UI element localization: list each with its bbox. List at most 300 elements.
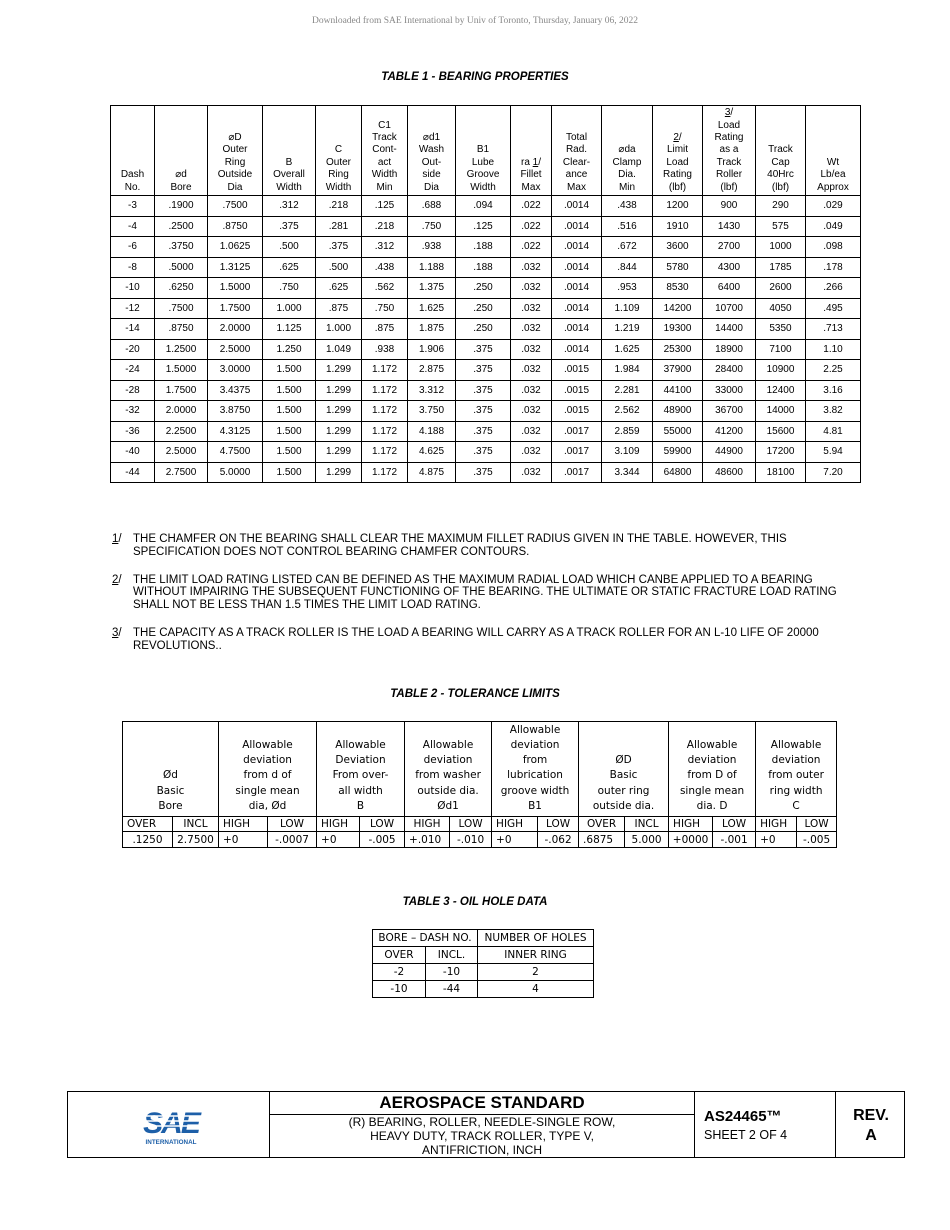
table-cell: 8530 [653,278,703,299]
header-line: 40Hrc [767,169,794,181]
header-line: Lb/ea [820,169,846,181]
table-cell: 28400 [703,360,756,381]
note-ref-2: 2 [673,131,679,143]
header-line: Ring [328,169,349,181]
header-line: Wt [826,156,840,168]
table-cell: 1.172 [362,360,408,381]
header-line: ring width [769,784,823,797]
table-cell: .375 [263,216,316,237]
table-row [111,257,861,278]
col-lube-groove [456,106,511,196]
table-cell: .688 [408,196,456,217]
table-cell: 1.299 [316,360,362,381]
header-line: Dia [423,181,439,193]
revision-cell [836,1092,906,1157]
header-line: Bore [158,799,183,812]
table-cell: .0014 [552,257,602,278]
header-line: Track [372,131,397,143]
table-row [111,462,861,483]
table-cell: 2.859 [602,421,653,442]
header-line: Clamp [612,156,642,168]
table-cell: .713 [806,319,861,340]
header-line: Track [716,156,742,168]
table-cell: .218 [362,216,408,237]
header-line: (lbf) [668,181,687,193]
table-cell: .938 [362,339,408,360]
notes-section [112,533,852,668]
table-cell: .375 [456,462,511,483]
table-cell: .0014 [552,319,602,340]
table-cell: .7500 [155,298,208,319]
header-line: deviation [771,754,821,767]
table-cell: 1.299 [316,421,362,442]
table-cell: .6250 [155,278,208,299]
table-cell: 14400 [703,319,756,340]
table-cell: .032 [511,462,552,483]
table-cell: 4050 [756,298,806,319]
table2-title: TABLE 2 - TOLERANCE LIMITS [390,688,560,700]
header-line: Allowable [422,738,474,751]
table-cell: .049 [806,216,861,237]
header-line: single mean [679,784,745,797]
header-line: act [377,156,392,168]
tolerance-limits-table [122,721,837,848]
header-line: Clear- [562,156,591,168]
table-row [111,339,861,360]
table-row [111,216,861,237]
table-row [111,380,861,401]
table-cell: +0 [756,832,797,848]
table-cell: .375 [456,380,511,401]
table-cell: 5.94 [806,442,861,463]
header-line: Outer [222,144,248,156]
table-row: -2 -10 2 [373,964,594,981]
header-line: Track [768,144,793,156]
table-cell: .5000 [155,257,208,278]
header-line: Width [371,169,398,181]
table-cell: 7.20 [806,462,861,483]
table-cell: .750 [362,298,408,319]
table-cell: .0017 [552,462,602,483]
table-cell: 41200 [703,421,756,442]
table-cell: .375 [456,442,511,463]
table-cell: 12400 [756,380,806,401]
table-row [111,237,861,258]
table-cell: -.0007 [268,832,317,848]
table-cell: 3.344 [602,462,653,483]
header-line: Allowable [335,738,386,751]
ra-label: ra [520,156,533,168]
sae-logo-letters: SAE [143,1107,199,1140]
table-cell: .032 [511,278,552,299]
table-cell: 3.0000 [208,360,263,381]
table-cell: -12 [111,298,155,319]
header-line: Allowable [686,738,738,751]
table-cell: 5780 [653,257,703,278]
col-clamp-dia [602,106,653,196]
note-ref-1-slash: / [538,156,541,168]
table-cell: 1.172 [362,401,408,422]
title-cell [270,1092,695,1157]
table-cell: 1.500 [263,401,316,422]
subheader-cell: LOW [360,817,405,832]
header-line: Allowable [509,723,561,736]
table-cell: 1.125 [263,319,316,340]
table-cell: .098 [806,237,861,258]
table-row [111,196,861,217]
header-line: Outside [217,169,253,181]
table-cell: 25300 [653,339,703,360]
table2-group-row [123,722,837,817]
subheader-cell: HIGH [669,817,713,832]
table-cell: 1.10 [806,339,861,360]
table-cell: 4.875 [408,462,456,483]
table-cell: .375 [316,237,362,258]
table1-title: TABLE 1 - BEARING PROPERTIES [381,71,569,83]
header-line: Groove [466,169,500,181]
col-track-contact-width [362,106,408,196]
header-line: B1 [528,799,542,812]
table-cell: .750 [408,216,456,237]
note-ref-3-slash: / [730,107,734,119]
table-row [111,421,861,442]
table-cell: 4.625 [408,442,456,463]
table-cell: 1.3125 [208,257,263,278]
table-cell: -8 [111,257,155,278]
table-cell: .375 [456,421,511,442]
table-cell: 1.172 [362,380,408,401]
table-cell: .8750 [208,216,263,237]
header-line: deviation [423,754,473,767]
header-line: ⌀d [175,169,187,181]
header-line: as a [719,144,739,156]
table-cell: .0014 [552,216,602,237]
inner-ring-header: INNER RING [478,947,594,964]
header-line: Bore [170,181,192,193]
table-cell: 5.000 [625,832,669,848]
table-cell: 2.0000 [208,319,263,340]
subheader-cell: LOW [713,817,756,832]
note-1-text: THE CHAMFER ON THE BEARING SHALL CLEAR THE MAXIMUM FILLET RADIUS GIVEN IN THE TABLE. HOWEVER, THIS SPECIFICATION DOES NOT CONTROL BEARING CHAMFER CONTOURS. [133,533,787,558]
header-line: Max [521,181,541,193]
subheader-cell: OVER [579,817,625,832]
table-cell: -44 [111,462,155,483]
title-block [67,1091,905,1158]
table-cell: 3.109 [602,442,653,463]
header-line: ⌀da [618,144,636,156]
table-cell: .178 [806,257,861,278]
header-line: Rad. [565,144,588,156]
table-cell: .0017 [552,421,602,442]
header-line: dia. D [696,799,728,812]
table-cell: .0015 [552,360,602,381]
header-line: From over- [332,769,389,782]
table-cell: 1.375 [408,278,456,299]
table-cell: 4.81 [806,421,861,442]
table-cell: 10900 [756,360,806,381]
col-weight [806,106,861,196]
table-cell: .0015 [552,401,602,422]
header-line: Basic [609,769,638,782]
table-cell: 2.25 [806,360,861,381]
table-cell: 19300 [653,319,703,340]
table-cell: .375 [456,360,511,381]
oil-hole-table [372,929,594,998]
table-cell: 1.5000 [155,360,208,381]
table-cell: 33000 [703,380,756,401]
note-3-number: 3/ [112,626,122,639]
table-cell: 3600 [653,237,703,258]
header-line: dia, Ød [248,799,287,812]
subheader-cell: HIGH [756,817,797,832]
bearing-properties-table [110,105,861,483]
table-cell: .844 [602,257,653,278]
group-outer-dia-deviation [669,722,756,817]
table-cell: -28 [111,380,155,401]
revision-value: A [865,1127,877,1144]
table-cell: 1.906 [408,339,456,360]
table-cell: .875 [362,319,408,340]
table-cell: .125 [362,196,408,217]
table-cell: 1.500 [263,462,316,483]
table-row [111,401,861,422]
table-cell: .125 [456,216,511,237]
header-line: Max [567,181,586,193]
header-line: ⌀d1 [422,131,441,143]
header-line: lubrication [507,769,563,782]
subheader-cell: LOW [538,817,579,832]
header-line: Min [618,181,636,193]
header-line: Ød [163,769,178,782]
table-cell: 2.7500 [173,832,219,848]
table-cell: +.010 [405,832,450,848]
table-cell: 48900 [653,401,703,422]
col-washer-dia [408,106,456,196]
header-line: Ring [224,156,246,168]
table-cell: 64800 [653,462,703,483]
header-line: Limit [666,144,689,156]
table2-value-row [123,832,837,848]
table-cell: 4300 [703,257,756,278]
table-cell: .438 [362,257,408,278]
table-cell: 44100 [653,380,703,401]
table-cell: .266 [806,278,861,299]
table-cell: .495 [806,298,861,319]
subheader-cell: HIGH [492,817,538,832]
table-cell: 2.7500 [155,462,208,483]
table-cell: 44900 [703,442,756,463]
header-line: B [285,156,293,168]
note-2-text: THE LIMIT LOAD RATING LISTED CAN BE DEFINED AS THE MAXIMUM RADIAL LOAD WHICH CANBE APPLIED TO A BEARING WITHOUT IMPAIRING THE SUBSEQUENT FUNCTIONING OF THE BEARING. THE ULTIMATE OR STATIC FRACTURE LOAD RATING SHALL NOT BE LESS THAN 1.5 TIMES THE LIMIT LOAD RATING. [133,573,837,612]
header-line: Fillet [520,169,542,181]
table-cell: 17200 [756,442,806,463]
table-cell: 2.875 [408,360,456,381]
header-line: Roller [715,169,743,181]
download-watermark: Downloaded from SAE International by Univ of Toronto, Thursday, January 06, 2022 [311,16,639,26]
table-cell: 1200 [653,196,703,217]
table-cell: 18100 [756,462,806,483]
table-cell: .500 [316,257,362,278]
header-line: Cap [771,156,790,168]
table-cell: 18900 [703,339,756,360]
table-cell: 6400 [703,278,756,299]
header-line: Allowable [770,738,822,751]
table-cell: .188 [456,257,511,278]
subheader-cell: INCL [173,817,219,832]
header-line: ⌀D [228,131,242,143]
table-cell: 3.16 [806,380,861,401]
table-cell: 575 [756,216,806,237]
table-cell: 1.0625 [208,237,263,258]
table-cell: -6 [111,237,155,258]
header-line: Load [666,156,689,168]
group-washer-deviation [405,722,492,817]
header-line: Rating [714,131,744,143]
table-cell: 1.219 [602,319,653,340]
table-cell: .032 [511,442,552,463]
table-cell: -.010 [450,832,492,848]
table-cell: 2.562 [602,401,653,422]
header-line: B [356,799,365,812]
track-lines [703,120,755,194]
table-cell: -10 [111,278,155,299]
table-cell: .2500 [155,216,208,237]
header-line: (lbf) [720,181,738,193]
table-cell: 2700 [703,237,756,258]
table-cell: +0 [492,832,538,848]
table-cell: .1250 [123,832,173,848]
header-line: Out- [421,156,442,168]
table-cell: 290 [756,196,806,217]
header-line: Ød1 [437,799,459,812]
table-cell: 4.3125 [208,421,263,442]
table-cell: 3.312 [408,380,456,401]
table-cell: .0014 [552,339,602,360]
group-width-deviation [317,722,405,817]
col-fillet [511,106,552,196]
header-line: Allowable [242,738,293,751]
revision-label: REV. [853,1107,889,1124]
header-line: outside dia. [417,784,479,797]
table-cell: .672 [602,237,653,258]
note-1-number: 1/ [112,533,122,545]
table-cell: .6875 [579,832,625,848]
subheader-cell: HIGH [219,817,268,832]
table-cell: 3.750 [408,401,456,422]
table-cell: .188 [456,237,511,258]
header-line: Overall [273,169,305,181]
header-line: Width [470,181,496,193]
table-cell: .022 [511,237,552,258]
subheader-cell: LOW [450,817,492,832]
table-row [111,442,861,463]
table-cell: 1.049 [316,339,362,360]
header-line: Approx [817,181,849,193]
col-radial-clearance [552,106,602,196]
header-line: Total [565,131,588,143]
header-line: Cont- [372,144,397,156]
col-overall-width [263,106,316,196]
table-cell: .032 [511,339,552,360]
document-number-cell [695,1092,836,1157]
header-line: (lbf) [771,181,790,193]
table-cell: 1.984 [602,360,653,381]
ra-lines [511,169,551,194]
table-cell: 14200 [653,298,703,319]
header-line: Width [276,181,302,193]
table-cell: .0014 [552,237,602,258]
header-line: outside dia. [592,799,655,812]
table2-subheader-row [123,817,837,832]
table-cell: -.001 [713,832,756,848]
table-cell: -24 [111,360,155,381]
header-line: from D of [687,769,737,782]
table-cell: 3.8750 [208,401,263,422]
table-cell: 2.5000 [208,339,263,360]
subheader-cell: LOW [797,817,837,832]
table-cell: 1.109 [602,298,653,319]
table-cell: .250 [456,278,511,299]
header-line: Min [376,181,393,193]
table-cell: 5.0000 [208,462,263,483]
header-line: Deviation [335,754,386,767]
table-cell: .032 [511,380,552,401]
header-line: Dia. [618,169,636,181]
table-cell: 1.000 [316,319,362,340]
table-row [111,278,861,299]
col-track-roller-load [703,106,756,196]
header-line: Basic [156,784,185,797]
table-cell: 1.500 [263,421,316,442]
table-cell: -.005 [360,832,405,848]
header-line: C [792,799,800,812]
subheader-cell: HIGH [405,817,450,832]
table-cell: .953 [602,278,653,299]
incl-header: INCL. [426,947,478,964]
table-cell: 2600 [756,278,806,299]
bore-dash-header: BORE – DASH NO. [373,930,478,947]
table-cell: 1.172 [362,442,408,463]
col-limit-load [653,106,703,196]
table-cell: 1.7500 [155,380,208,401]
table-cell: 4.7500 [208,442,263,463]
revision [836,1106,906,1146]
table-cell: .375 [456,401,511,422]
sae-logo-sub: INTERNATIONAL [145,1139,197,1146]
header-line: Lube [471,156,495,168]
table-cell: .094 [456,196,511,217]
over-header: OVER [373,947,426,964]
table-cell: .500 [263,237,316,258]
table-cell: .8750 [155,319,208,340]
table-cell: 1.299 [316,442,362,463]
header-line: ance [565,169,588,181]
table-cell: .0015 [552,380,602,401]
table-cell: .218 [316,196,362,217]
table-cell: +0 [219,832,268,848]
header-line: from outer [768,769,824,782]
table-cell: .7500 [208,196,263,217]
note-ref-1: 1 [532,156,539,168]
header-line: side [422,169,441,181]
table-cell: .032 [511,257,552,278]
table-cell: 48600 [703,462,756,483]
note-3 [112,627,852,653]
table-cell: 1.2500 [155,339,208,360]
note-3-text: THE CAPACITY AS A TRACK ROLLER IS THE LOAD A BEARING WILL CARRY AS A TRACK ROLLER FOR AN L-10 LIFE OF 20000 REVOLUTIONS.. [133,626,819,652]
col-track-cap [756,106,806,196]
sae-logo [136,1103,206,1149]
